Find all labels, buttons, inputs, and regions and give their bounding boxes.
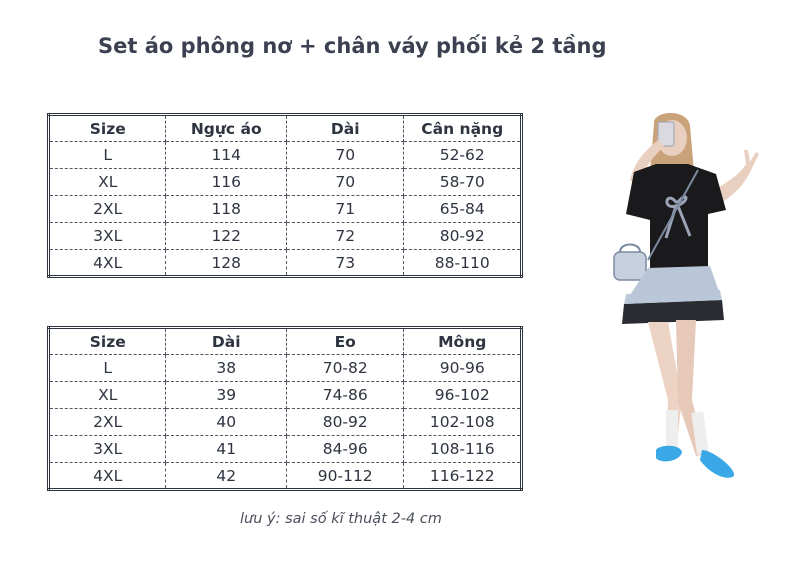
table-cell: 74-86 xyxy=(286,382,403,409)
table-cell: 102-108 xyxy=(404,409,522,436)
table-row xyxy=(49,142,522,169)
table-cell: 38 xyxy=(166,355,287,382)
table-header-row xyxy=(49,328,522,355)
model-photo xyxy=(590,110,790,500)
table-cell: 4XL xyxy=(49,463,166,490)
table-cell: 41 xyxy=(166,436,287,463)
table-cell: 128 xyxy=(166,250,287,277)
table-cell: 2XL xyxy=(49,196,166,223)
table-cell: 65-84 xyxy=(404,196,522,223)
table-row xyxy=(49,355,522,382)
table-cell: 70 xyxy=(286,142,403,169)
skirt-size-table xyxy=(47,326,523,491)
table-cell: XL xyxy=(49,169,166,196)
page-title: Set áo phông nơ + chân váy phối kẻ 2 tầng xyxy=(98,34,607,58)
table-cell: 2XL xyxy=(49,409,166,436)
table-cell: 108-116 xyxy=(404,436,522,463)
table-cell: 84-96 xyxy=(286,436,403,463)
table-cell: 4XL xyxy=(49,250,166,277)
table-row xyxy=(49,250,522,277)
table-cell: 70-82 xyxy=(286,355,403,382)
table-cell: 122 xyxy=(166,223,287,250)
table-cell: 70 xyxy=(286,169,403,196)
header-cell: Cân nặng xyxy=(404,115,522,142)
shirt-size-table xyxy=(47,113,523,278)
table-row xyxy=(49,196,522,223)
table-cell: 72 xyxy=(286,223,403,250)
header-cell: Size xyxy=(49,328,166,355)
table-cell: 39 xyxy=(166,382,287,409)
table-row xyxy=(49,223,522,250)
table-cell: 118 xyxy=(166,196,287,223)
measurement-note: lưu ý: sai số kĩ thuật 2-4 cm xyxy=(240,511,442,527)
header-cell: Eo xyxy=(286,328,403,355)
table-cell: 96-102 xyxy=(404,382,522,409)
table-row xyxy=(49,382,522,409)
table-cell: 73 xyxy=(286,250,403,277)
table-cell: L xyxy=(49,355,166,382)
header-cell: Ngực áo xyxy=(166,115,287,142)
table-row xyxy=(49,409,522,436)
header-cell: Size xyxy=(49,115,166,142)
table-cell: 52-62 xyxy=(404,142,522,169)
table-row xyxy=(49,169,522,196)
table-cell: L xyxy=(49,142,166,169)
table-row xyxy=(49,436,522,463)
table-cell: 90-112 xyxy=(286,463,403,490)
table-cell: XL xyxy=(49,382,166,409)
table-cell: 71 xyxy=(286,196,403,223)
table-cell: 80-92 xyxy=(286,409,403,436)
header-cell: Dài xyxy=(166,328,287,355)
table-cell: 3XL xyxy=(49,436,166,463)
table-cell: 88-110 xyxy=(404,250,522,277)
table-header-row xyxy=(49,115,522,142)
table-cell: 114 xyxy=(166,142,287,169)
table-cell: 116 xyxy=(166,169,287,196)
table-cell: 58-70 xyxy=(404,169,522,196)
table-cell: 80-92 xyxy=(404,223,522,250)
header-cell: Dài xyxy=(286,115,403,142)
table-cell: 116-122 xyxy=(404,463,522,490)
table-cell: 90-96 xyxy=(404,355,522,382)
table-cell: 3XL xyxy=(49,223,166,250)
table-cell: 42 xyxy=(166,463,287,490)
table-row xyxy=(49,463,522,490)
header-cell: Mông xyxy=(404,328,522,355)
table-cell: 40 xyxy=(166,409,287,436)
